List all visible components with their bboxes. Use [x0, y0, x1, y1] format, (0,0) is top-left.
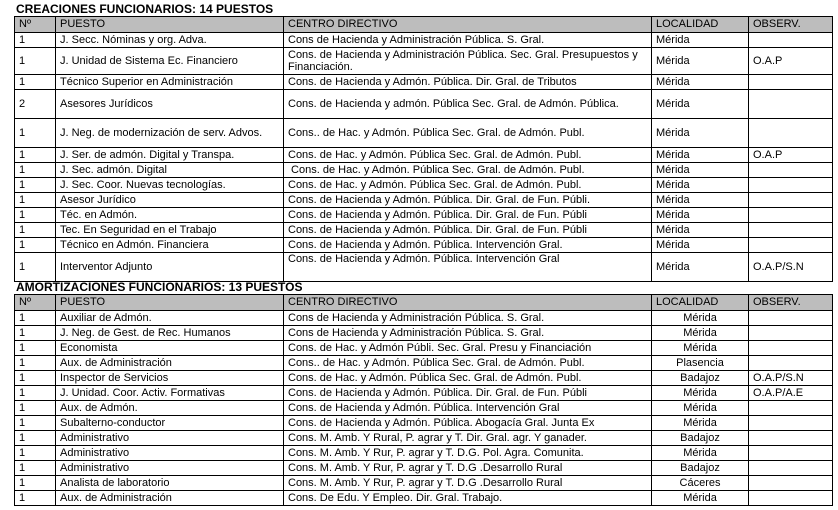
cell-centro: Cons.. de Hac. y Admón. Pública Sec. Gral. de Admón. Publ. — [284, 356, 652, 371]
cell-num: 1 — [15, 48, 56, 75]
cell-localidad: Mérida — [652, 238, 749, 253]
table-row — [15, 341, 833, 356]
table-header-row — [15, 17, 833, 33]
cell-centro: Cons. M. Amb. Y Rural, P. agrar y T. Dir. Gral. agr. Y ganader. — [284, 431, 652, 446]
cell-puesto: Téc. en Admón. — [56, 208, 284, 223]
cell-centro: Cons. De Edu. Y Empleo. Dir. Gral. Trabajo. — [284, 491, 652, 506]
cell-observ — [749, 491, 833, 506]
table-row — [15, 446, 833, 461]
cell-observ — [749, 341, 833, 356]
cell-centro: Cons. de Hac. y Admón Públi. Sec. Gral. Presu y Financiación — [284, 341, 652, 356]
cell-localidad: Mérida — [652, 119, 749, 148]
cell-observ — [749, 90, 833, 119]
table-row — [15, 33, 833, 48]
cell-num: 1 — [15, 386, 56, 401]
cell-observ: O.A.P/A.E — [749, 386, 833, 401]
cell-localidad: Mérida — [652, 75, 749, 90]
cell-puesto: J. Neg. de Gest. de Rec. Humanos — [56, 326, 284, 341]
cell-num: 1 — [15, 75, 56, 90]
cell-centro: Cons. de Hac. y Admón. Pública Sec. Gral. de Admón. Publ. — [284, 148, 652, 163]
cell-centro: Cons. de Hacienda y Administración Pública. Sec. Gral. Presupuestos y Financiación. — [284, 48, 652, 75]
cell-localidad: Mérida — [652, 341, 749, 356]
cell-num: 1 — [15, 341, 56, 356]
cell-puesto: Administrativo — [56, 461, 284, 476]
header-puesto: PUESTO — [56, 17, 284, 33]
cell-puesto: J. Secc. Nóminas y org. Adva. — [56, 33, 284, 48]
cell-centro: Cons. M. Amb. Y Rur, P. agrar y T. D.G .Desarrollo Rural — [284, 476, 652, 491]
cell-localidad: Mérida — [652, 48, 749, 75]
cell-localidad: Plasencia — [652, 356, 749, 371]
table-row — [15, 163, 833, 178]
header-localidad: LOCALIDAD — [652, 295, 749, 311]
cell-centro: Cons. de Hacienda y admón. Pública Sec. Gral. de Admón. Pública. — [284, 90, 652, 119]
cell-centro: Cons. de Hacienda y Admón. Pública. Intervención Gral — [284, 253, 652, 282]
cell-centro: Cons. M. Amb. Y Rur, P. agrar y T. D.G. Pol. Agra. Comunita. — [284, 446, 652, 461]
cell-observ — [749, 461, 833, 476]
cell-localidad: Mérida — [652, 208, 749, 223]
cell-localidad: Mérida — [652, 446, 749, 461]
cell-centro: Cons. de Hacienda y Admón. Pública. Dir. Gral. de Fun. Públi — [284, 223, 652, 238]
cell-num: 1 — [15, 491, 56, 506]
cell-puesto: Asesores Jurídicos — [56, 90, 284, 119]
table-header-row — [15, 295, 833, 311]
cell-num: 1 — [15, 416, 56, 431]
cell-localidad: Badajoz — [652, 371, 749, 386]
cell-puesto: Auxiliar de Admón. — [56, 311, 284, 326]
cell-localidad: Mérida — [652, 90, 749, 119]
cell-observ: O.A.P — [749, 148, 833, 163]
table-row — [15, 253, 833, 282]
cell-localidad: Mérida — [652, 193, 749, 208]
table-row — [15, 386, 833, 401]
cell-centro: Cons. de Hacienda y Admón. Pública. Abogacía Gral. Junta Ex — [284, 416, 652, 431]
table-row — [15, 311, 833, 326]
cell-observ — [749, 356, 833, 371]
amortizaciones-table — [14, 294, 833, 506]
header-num: Nº — [15, 295, 56, 311]
cell-puesto: Administrativo — [56, 446, 284, 461]
cell-num: 1 — [15, 356, 56, 371]
cell-localidad: Mérida — [652, 223, 749, 238]
cell-observ — [749, 401, 833, 416]
cell-localidad: Mérida — [652, 178, 749, 193]
cell-puesto: Asesor Jurídico — [56, 193, 284, 208]
cell-num: 1 — [15, 238, 56, 253]
cell-localidad: Mérida — [652, 253, 749, 282]
cell-centro: Cons de Hacienda y Administración Pública. S. Gral. — [284, 326, 652, 341]
creaciones-table — [14, 16, 833, 282]
cell-observ: O.A.P — [749, 48, 833, 75]
cell-localidad: Mérida — [652, 326, 749, 341]
header-observ: OBSERV. — [749, 295, 833, 311]
cell-observ — [749, 238, 833, 253]
cell-num: 1 — [15, 371, 56, 386]
cell-localidad: Mérida — [652, 148, 749, 163]
header-puesto: PUESTO — [56, 295, 284, 311]
table-row — [15, 491, 833, 506]
cell-puesto: Interventor Adjunto — [56, 253, 284, 282]
cell-num: 1 — [15, 476, 56, 491]
cell-num: 2 — [15, 90, 56, 119]
cell-puesto: J. Ser. de admón. Digital y Transpa. — [56, 148, 284, 163]
cell-observ — [749, 163, 833, 178]
cell-num: 1 — [15, 431, 56, 446]
table-row — [15, 119, 833, 148]
cell-observ — [749, 223, 833, 238]
cell-puesto: Subalterno-conductor — [56, 416, 284, 431]
cell-observ — [749, 75, 833, 90]
cell-centro: Cons.. de Hac. y Admón. Pública Sec. Gral. de Admón. Publ. — [284, 119, 652, 148]
table-row — [15, 371, 833, 386]
table-row — [15, 431, 833, 446]
table-row — [15, 75, 833, 90]
table-row — [15, 461, 833, 476]
table-row — [15, 326, 833, 341]
cell-localidad: Mérida — [652, 311, 749, 326]
table-row — [15, 208, 833, 223]
cell-puesto: J. Unidad. Coor. Activ. Formativas — [56, 386, 284, 401]
header-centro: CENTRO DIRECTIVO — [284, 17, 652, 33]
table-row — [15, 416, 833, 431]
table-row — [15, 48, 833, 75]
table-row — [15, 401, 833, 416]
cell-puesto: Administrativo — [56, 431, 284, 446]
cell-puesto: J. Sec. Coor. Nuevas tecnologías. — [56, 178, 284, 193]
cell-centro: Cons. de Hacienda y Admón. Pública. Dir. Gral. de Fun. Públi. — [284, 193, 652, 208]
cell-observ — [749, 208, 833, 223]
table-row — [15, 476, 833, 491]
cell-num: 1 — [15, 163, 56, 178]
header-num: Nº — [15, 17, 56, 33]
cell-num: 1 — [15, 33, 56, 48]
cell-localidad: Mérida — [652, 416, 749, 431]
header-centro: CENTRO DIRECTIVO — [284, 295, 652, 311]
cell-observ — [749, 416, 833, 431]
cell-localidad: Cáceres — [652, 476, 749, 491]
table-row — [15, 178, 833, 193]
cell-num: 1 — [15, 446, 56, 461]
cell-centro: Cons. M. Amb. Y Rur, P. agrar y T. D.G .Desarrollo Rural — [284, 461, 652, 476]
table-row — [15, 238, 833, 253]
table-row — [15, 148, 833, 163]
cell-localidad: Badajoz — [652, 461, 749, 476]
header-observ: OBSERV. — [749, 17, 833, 33]
cell-num: 1 — [15, 401, 56, 416]
cell-centro: Cons. de Hacienda y Admón. Pública. Dir. Gral. de Fun. Públi — [284, 208, 652, 223]
table-row — [15, 193, 833, 208]
cell-puesto: Aux. de Administración — [56, 491, 284, 506]
cell-centro: Cons. de Hacienda y Admón. Pública. Intervención Gral — [284, 401, 652, 416]
table-row — [15, 223, 833, 238]
creaciones-title: CREACIONES FUNCIONARIOS: 14 PUESTOS — [16, 2, 274, 16]
cell-localidad: Mérida — [652, 386, 749, 401]
cell-localidad: Badajoz — [652, 431, 749, 446]
cell-puesto: Tec. En Seguridad en el Trabajo — [56, 223, 284, 238]
cell-localidad: Mérida — [652, 401, 749, 416]
cell-puesto: Aux. de Admón. — [56, 401, 284, 416]
cell-centro: Cons de Hacienda y Administración Pública. S. Gral. — [284, 33, 652, 48]
cell-num: 1 — [15, 326, 56, 341]
cell-puesto: J. Neg. de modernización de serv. Advos. — [56, 119, 284, 148]
table-row — [15, 356, 833, 371]
cell-centro: Cons. de Hacienda y Admón. Pública. Intervención Gral. — [284, 238, 652, 253]
cell-puesto: Técnico Superior en Administración — [56, 75, 284, 90]
cell-localidad: Mérida — [652, 33, 749, 48]
cell-puesto: Economista — [56, 341, 284, 356]
amortizaciones-title: AMORTIZACIONES FUNCIONARIOS: 13 PUESTOS — [16, 280, 303, 294]
cell-num: 1 — [15, 253, 56, 282]
cell-centro: Cons de Hacienda y Administración Pública. S. Gral. — [284, 311, 652, 326]
cell-centro: Cons. de Hac. y Admón. Pública Sec. Gral. de Admón. Publ. — [284, 371, 652, 386]
cell-observ — [749, 446, 833, 461]
cell-observ — [749, 311, 833, 326]
cell-num: 1 — [15, 178, 56, 193]
cell-num: 1 — [15, 461, 56, 476]
cell-centro: Cons. de Hacienda y Admón. Pública. Dir. Gral. de Fun. Públi — [284, 386, 652, 401]
cell-num: 1 — [15, 311, 56, 326]
cell-localidad: Mérida — [652, 163, 749, 178]
cell-observ — [749, 119, 833, 148]
cell-centro: Cons. de Hac. y Admón. Pública Sec. Gral. de Admón. Publ. — [284, 178, 652, 193]
cell-puesto: Inspector de Servicios — [56, 371, 284, 386]
cell-num: 1 — [15, 119, 56, 148]
cell-observ — [749, 33, 833, 48]
cell-observ — [749, 178, 833, 193]
cell-puesto: Analista de laboratorio — [56, 476, 284, 491]
cell-puesto: Aux. de Administración — [56, 356, 284, 371]
cell-puesto: Técnico en Admón. Financiera — [56, 238, 284, 253]
header-localidad: LOCALIDAD — [652, 17, 749, 33]
cell-observ — [749, 476, 833, 491]
cell-num: 1 — [15, 223, 56, 238]
cell-num: 1 — [15, 148, 56, 163]
cell-puesto: J. Unidad de Sistema Ec. Financiero — [56, 48, 284, 75]
cell-localidad: Mérida — [652, 491, 749, 506]
cell-num: 1 — [15, 208, 56, 223]
table-row — [15, 90, 833, 119]
cell-observ: O.A.P/S.N — [749, 371, 833, 386]
cell-observ: O.A.P/S.N — [749, 253, 833, 282]
cell-observ — [749, 193, 833, 208]
cell-observ — [749, 326, 833, 341]
cell-puesto: J. Sec. admón. Digital — [56, 163, 284, 178]
cell-centro: Cons. de Hac. y Admón. Pública Sec. Gral. de Admón. Publ. — [284, 163, 652, 178]
cell-centro: Cons. de Hacienda y Admón. Pública. Dir. Gral. de Tributos — [284, 75, 652, 90]
cell-observ — [749, 431, 833, 446]
cell-num: 1 — [15, 193, 56, 208]
